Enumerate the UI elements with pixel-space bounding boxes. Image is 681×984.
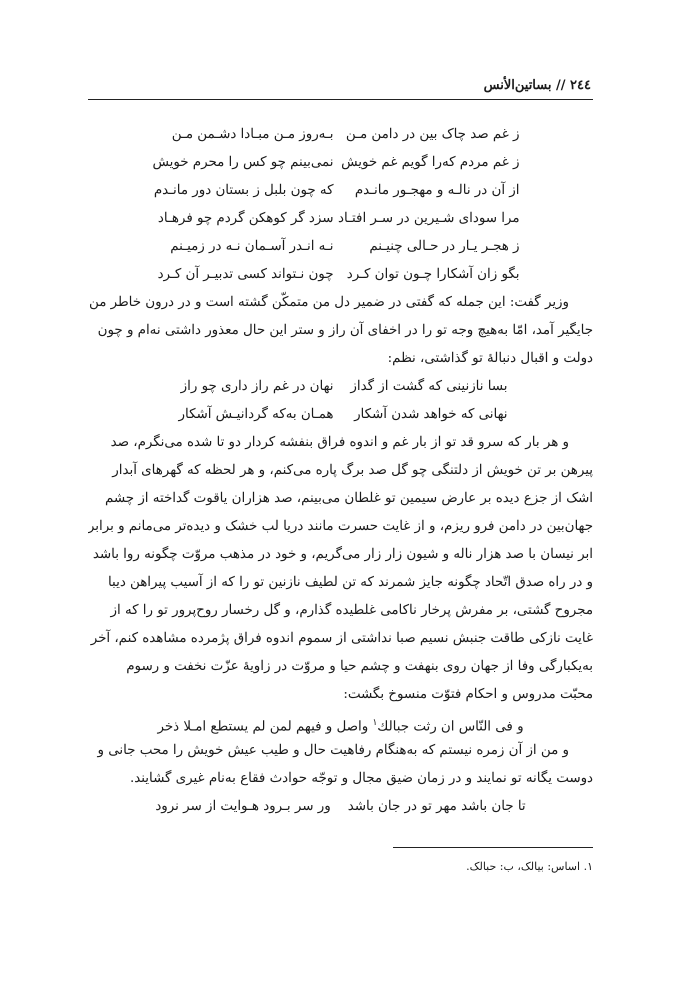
verse-hemistich-second: ور سر بـرود هـوایت از سر نرود: [155, 799, 331, 814]
page-body: [88, 121, 593, 821]
prose-line: غایت نازکی طاقت جنبش نسیم صبا نداشتی از سموم اندوه فراق پژمرده مشاهده کنم، آخر: [90, 631, 593, 646]
prose-line: وزیر گفت: این جمله که گفتی در ضمیر دل من متمکّن گشته است و در درون خاطر من: [89, 295, 569, 310]
prose-line: پیرهن بر تن خویش از دلتنگی چو گل صد برگ پاره می‌کنم، و هر لحظه که گهرهای آبدار: [112, 463, 593, 478]
verse-line: [88, 205, 593, 233]
verse-hemistich-first: ز غم مردم که‌را گویم غم خویش: [341, 155, 520, 170]
verse-line: [88, 149, 593, 177]
verse-line: [88, 261, 593, 289]
verse-hemistich-first: تا جان باشد مهر تو در جان باشد: [347, 799, 526, 814]
prose-line: و در راه صدق اتّحاد چگونه جایز شمرند که تن لطیف نازنین تو را که از آسیب پیراهن دیبا: [107, 575, 593, 590]
verse-hemistich-first: بگو زان آشکارا چـون توان کـرد: [346, 267, 520, 282]
verse-hemistich-second: چون نـتواند کسی تدبیـر آن کـرد: [157, 267, 334, 282]
verse-hemistich-second: بـه‌روز مـن مبـادا دشـمن مـن: [171, 127, 334, 142]
verse-hemistich-first: مرا سودای شـیرین در سـر افتـاد: [338, 211, 520, 226]
page-header-title: ٢٤٤ // بساتين‌الأنس: [483, 78, 591, 93]
verse-hemistich-first: از آن در نالـه و مهجـور مانـدم: [354, 183, 520, 198]
prose-line: جایگیر آمد، امّا به‌هیچ وجه تو را در اخفای آن راز و ستر این حال معذور داشتی نه‌ام و چون: [97, 323, 593, 338]
verse-hemistich-second: که چون بلبل ز بستان دور مانـدم: [153, 183, 334, 198]
verse-hemistich-second: نمی‌بینم چو کس را محرم خویش: [152, 155, 334, 170]
prose-line: دولت و اقبال دنبالهٔ تو گذاشتی، نظم:: [387, 351, 593, 366]
verse-hemistich-second: سزد گر کوهکن گردم چو فرهـاد: [157, 211, 334, 226]
verse-hemistich-first: ز هجـر یـار در حـالی چنیـنم: [369, 239, 520, 254]
verse-hemistich-second: همـان به‌که گردانیـش آشکار: [178, 407, 334, 422]
verse-hemistich-first: بسا نازنینی که گشت از گداز: [350, 379, 508, 394]
prose-line: و هر بار که سرو قد تو از بار غم و اندوه فراق بنفشه کردار دو تا شده می‌نگرم، صد: [110, 435, 569, 450]
prose-line: مجروح گشتی، بر مفرش پرخار ناکامی غلطیده گذارم، و گل رخسار روح‌پرور تو را که از: [110, 603, 593, 618]
prose-line: به‌یکبارگی وفا از جهان روی بنهفت و چشم حیا و مروّت در زاویهٔ عزّت نخفت و رسوم: [126, 659, 593, 674]
prose-line: دوست یگانه تو نمایند و در زمان ضیق مجال و توجّه حوادث فقاع به‌نام غیری گشایند.: [129, 771, 593, 786]
footnote-marker: ١: [372, 718, 378, 728]
final-verse: [88, 793, 593, 821]
verse-hemistich-second: نـه انـدر آسـمان نـه در زمیـنم: [170, 239, 334, 254]
prose-line: جهان‌بین در دامن فرو ریزم، و از غایت حسرت مانند دریا لب خشک و دیده‌تر می‌مانم و برابر: [88, 519, 593, 534]
running-header: [88, 78, 593, 100]
prose-line: اشک از جزع دیده بر عارض سیمین تو غلطان می‌بینم، صد هزاران یاقوت گداخته از چشم: [104, 491, 593, 506]
verse-line: [88, 121, 593, 149]
header-rule: [88, 99, 593, 100]
verse-line: [88, 233, 593, 261]
arabic-verse-rest: واصل و فيهم لمن لم يستطع امـلا ذخر: [157, 719, 373, 735]
prose-line: ابر نیسان با صد هزار ناله و شیون زار زار می‌گریم، و خود در مذهب مروّت چگونه روا باشد: [92, 547, 593, 562]
verse-hemistich-first: ز غم صد چاک بین در دامن مـن: [345, 127, 520, 142]
verse-line: [88, 373, 593, 401]
verse-line: [88, 177, 593, 205]
verse-hemistich-first: نهانی که خواهد شدن آشکار: [354, 407, 508, 422]
prose-line: و من از آن زمره نیستم که به‌هنگام رفاهیت حال و طیب عیش خویش را محب جانی و: [97, 743, 569, 758]
arabic-verse-part: و فى النّاس ان رثت جبالك: [377, 719, 524, 735]
footnote-rule: [393, 847, 593, 848]
verse-hemistich-second: نهان در غم راز داری چو راز: [180, 379, 334, 394]
arabic-verse: [88, 709, 593, 737]
verse-line: [88, 401, 593, 429]
footnote: ١. اساس: بیالک، ب: حبالک.: [466, 860, 593, 873]
prose-line: محبّت مدروس و احکام فتوّت منسوخ بگشت:: [343, 687, 593, 702]
